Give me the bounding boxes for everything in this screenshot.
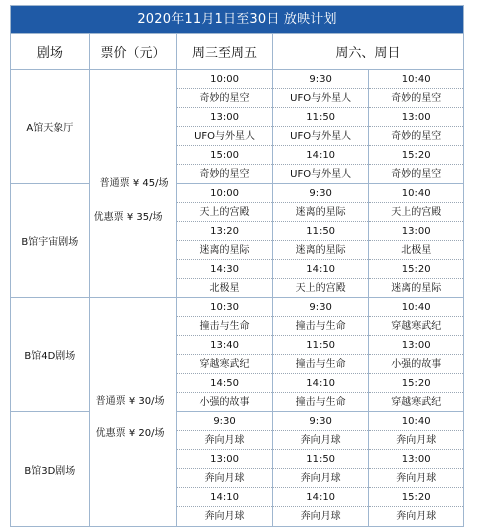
weekend-column-1 [273, 70, 370, 526]
price-column [90, 70, 178, 526]
showtime-cell: 13:00 [369, 222, 463, 241]
showtime-cell: 9:30 [273, 184, 369, 203]
show-title-cell: 撞击与生命 [273, 355, 369, 374]
price-discount-1: 优惠票 ¥ 35/场 [93, 212, 163, 223]
show-title-cell: 小强的故事 [369, 355, 463, 374]
showtime-cell: 14:10 [273, 374, 369, 393]
show-title-cell: 奔向月球 [177, 469, 272, 488]
header-row [11, 33, 463, 70]
showtime-cell: 15:20 [369, 260, 463, 279]
show-title-cell: 天上的宫殿 [369, 203, 463, 222]
show-title-cell: 穿越寒武纪 [177, 355, 272, 374]
showtime-cell: 15:20 [369, 146, 463, 165]
show-title-cell: 迷离的星际 [273, 203, 369, 222]
show-title-cell: 迷离的星际 [177, 241, 272, 260]
show-title-cell: 穿越寒武纪 [369, 393, 463, 412]
show-title-cell: 迷离的星际 [273, 241, 369, 260]
price-group-2 [90, 298, 177, 526]
hall-b-universe: B馆宇宙剧场 [11, 184, 89, 298]
showtime-cell: 13:00 [177, 450, 272, 469]
show-title-cell: 迷离的星际 [369, 279, 463, 298]
show-title-cell: 天上的宫殿 [177, 203, 272, 222]
show-title-cell: 奔向月球 [204, 511, 245, 522]
show-title-cell: 撞击与生命 [273, 317, 369, 336]
show-title-cell: UFO与外星人 [177, 127, 272, 146]
table-body [11, 70, 463, 526]
showtime-cell: 13:20 [177, 222, 272, 241]
page-title: 2020年11月1日至30日 放映计划 [11, 6, 463, 33]
show-title-cell: 小强的故事 [177, 393, 272, 412]
show-title-cell: 奔向月球 [369, 469, 463, 488]
showtime-cell: 10:00 [177, 184, 272, 203]
show-title-cell: 撞击与生命 [177, 317, 272, 336]
showtime-cell: 15:20 [369, 488, 463, 507]
showtime-cell: 13:00 [369, 450, 463, 469]
show-title-cell: UFO与外星人 [273, 127, 369, 146]
weekday-column [177, 70, 273, 526]
show-title-cell: 奔向月球 [177, 431, 272, 450]
header-hall: 剧场 [11, 34, 90, 69]
show-title-cell: 奇妙的星空 [177, 165, 272, 184]
hall-a-planetarium: A馆天象厅 [11, 70, 89, 184]
showtime-cell: 10:40 [369, 298, 463, 317]
show-title-cell: UFO与外星人 [273, 165, 369, 184]
show-title-cell: UFO与外星人 [273, 89, 369, 108]
show-title-cell: 穿越寒武纪 [369, 317, 463, 336]
showtime-cell: 14:50 [177, 374, 272, 393]
show-title-cell: 奔向月球 [273, 469, 369, 488]
showtime-cell: 14:10 [273, 146, 369, 165]
hall-column [11, 70, 90, 526]
showtime-cell: 9:30 [273, 412, 369, 431]
show-title-cell: 奇妙的星空 [369, 165, 463, 184]
showtime-cell: 10:00 [177, 70, 272, 89]
show-title-cell: 撞击与生命 [273, 393, 369, 412]
showtime-cell: 13:00 [369, 108, 463, 127]
showtime-cell: 14:10 [177, 488, 272, 507]
hall-b-4d: B馆4D剧场 [11, 298, 89, 412]
show-title-cell: 奔向月球 [300, 511, 341, 522]
showtime-cell: 10:40 [369, 412, 463, 431]
hall-b-3d: B馆3D剧场 [24, 465, 76, 477]
showtime-cell: 11:50 [273, 222, 369, 241]
show-title-cell: 奔向月球 [273, 431, 369, 450]
show-title-cell: 奔向月球 [369, 431, 463, 450]
showtime-cell: 13:40 [177, 336, 272, 355]
show-title-cell: 奇妙的星空 [177, 89, 272, 108]
showtime-cell: 10:40 [369, 184, 463, 203]
show-title-cell: 天上的宫殿 [273, 279, 369, 298]
weekend-column-2 [369, 70, 463, 526]
header-weekend: 周六、周日 [335, 46, 401, 61]
showtime-cell: 11:50 [273, 108, 369, 127]
showtime-cell: 15:20 [369, 374, 463, 393]
schedule-table [10, 5, 464, 527]
showtime-cell: 10:40 [369, 70, 463, 89]
showtime-cell: 15:00 [177, 146, 272, 165]
show-title-cell: 北极星 [369, 241, 463, 260]
showtime-cell: 14:10 [273, 260, 369, 279]
price-regular-1: 普通票 ¥ 45/场 [99, 178, 169, 189]
show-title-cell: 奇妙的星空 [369, 89, 463, 108]
showtime-cell: 13:00 [369, 336, 463, 355]
showtime-cell: 9:30 [273, 298, 369, 317]
show-title-cell: 奔向月球 [396, 511, 437, 522]
showtime-cell: 9:30 [273, 70, 369, 89]
showtime-cell: 11:50 [273, 336, 369, 355]
show-title-cell: 奇妙的星空 [369, 127, 463, 146]
showtime-cell: 11:50 [273, 450, 369, 469]
header-price: 票价（元） [90, 34, 178, 69]
showtime-cell: 14:10 [273, 488, 369, 507]
showtime-cell: 14:30 [177, 260, 272, 279]
show-title-cell: 北极星 [177, 279, 272, 298]
price-regular-2: 普通票 ¥ 30/场 [95, 396, 165, 407]
header-weekday: 周三至周五 [177, 34, 273, 69]
price-group-1 [90, 70, 177, 298]
price-discount-2: 优惠票 ¥ 20/场 [95, 428, 165, 439]
showtime-cell: 9:30 [177, 412, 272, 431]
showtime-cell: 13:00 [177, 108, 272, 127]
showtime-cell: 10:30 [177, 298, 272, 317]
